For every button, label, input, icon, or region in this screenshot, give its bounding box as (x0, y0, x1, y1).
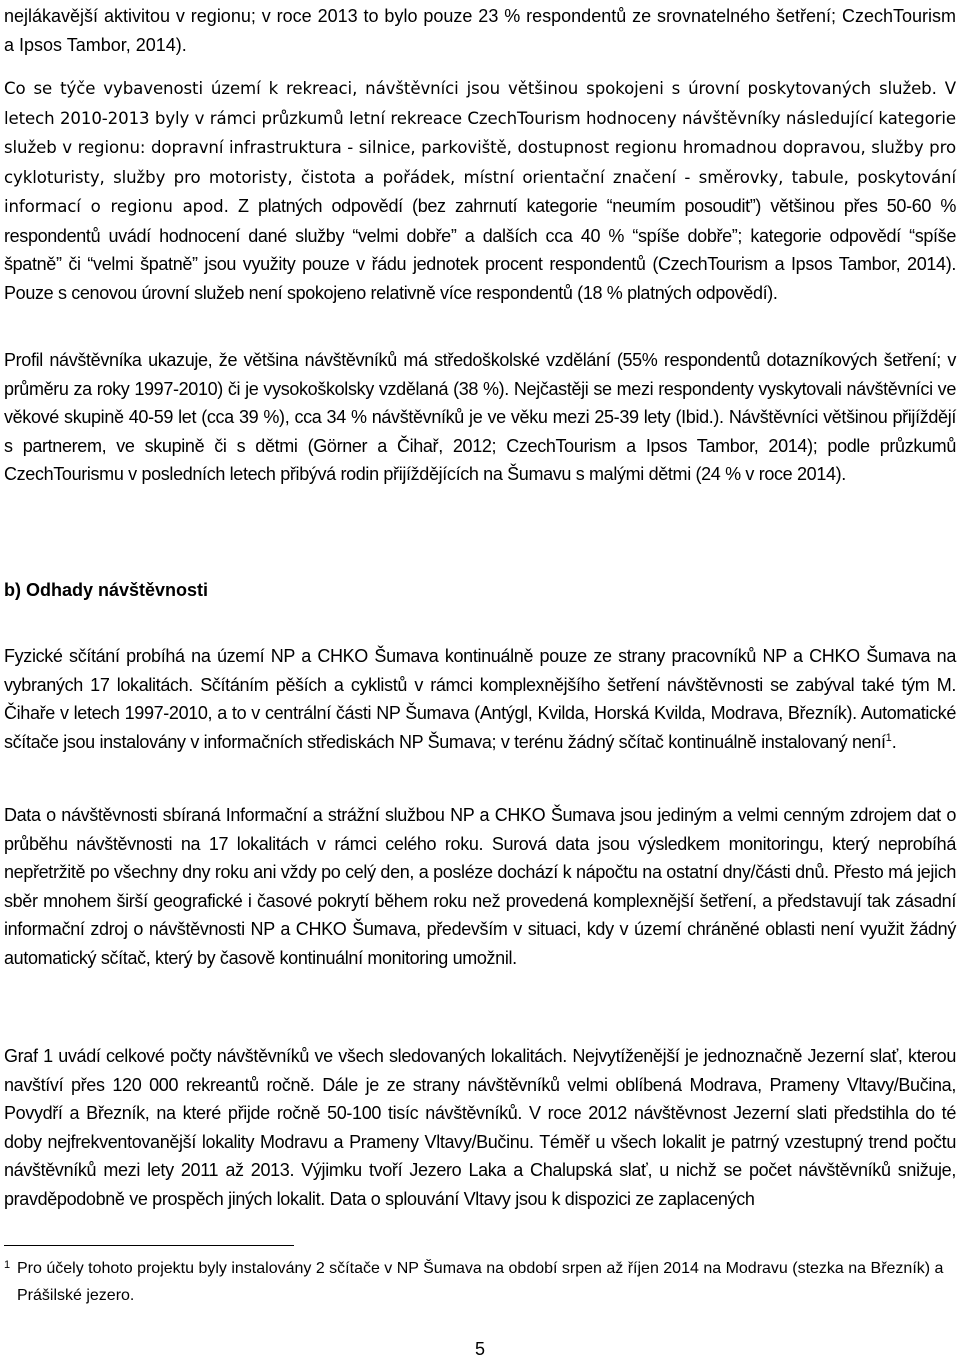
paragraph-text-part-c: Z platných odpovědí (bez zahrnutí kategorie “neumím posoudit”) většinou přes 50-60 % respondentů uvádí hodnocení dané služby “velmi dobře” a dalších cca 40 % “spíše dobře”; kategorie odpovědí “spíše špatně” či “velmi špatně” jsou využity pouze v řádu jednotek procent respondentů (CzechTourism a Ipsos Tambor, 2014). Pouze s cenovou úrovní služeb není spokojeno relativně více respondentů (18 % platných odpovědí). (4, 196, 956, 303)
footnote (4, 1255, 956, 1309)
section-heading: b) Odhady návštěvnosti (4, 580, 209, 600)
paragraph-text: Graf 1 uvádí celkové počty návštěvníků ve všech sledovaných lokalitách. Nejvytíženější je jednoznačně Jezerní slať, kterou navštíví přes 120 000 rekreantů ročně. Dále je ze strany návštěvníků velmi oblíbená Modrava, Prameny Vltavy/Bučina, Povydří a Březník, na které přijde ročně 50-100 tisíc návštěvníků. V roce 2012 návštěvnost Jezerní slati předstihla do té doby nejfrekventovanější lokality Modravu a Prameny Vltavy/Bučinu. Téměř u všech lokalit je patrný vzestupný trend počtu návštěvníků mezi lety 2011 až 2013. Výjimku tvoří Jezero Laka a Chalupská slať, u nichž se počet návštěvníků snižuje, pravděpodobně ve prospěch jiných lokalit. Data o splouvání Vltavy jsou k dispozici ze zaplacených (4, 1046, 956, 1209)
paragraph-graph-description (4, 1042, 956, 1213)
footnote-text: Pro účely tohoto projektu byly instalovány 2 sčítače v NP Šumava na období srpen až říjen 2014 na Modravu (stezka na Březník) a Prášilské jezero. (17, 1260, 944, 1304)
paragraph-physical-counting (4, 642, 956, 756)
paragraph-visitor-profile (4, 346, 956, 489)
paragraph-end: . (891, 731, 897, 752)
footnote-separator (4, 1245, 294, 1246)
paragraph-attendance-data (4, 801, 956, 972)
paragraph-text: Profil návštěvníka ukazuje, že většina návštěvníků má středoškolské vzdělání (55% respondentů dotazníkových šetření; v průměru za roky 1997-2010) či je vysokoškolsky vzdělaná (38 %). Nejčastěji se mezi respondenty vyskytovali návštěvníci ve věkové skupině 40-59 let (cca 39 %), cca 34 % návštěvníků je ve věku mezi 25-39 lety (Ibid.). Návštěvníci většinou přijíždějí s partnerem, ve skupině či s dětmi (Görner a Čihař, 2012; CzechTourism a Ipsos Tambor, 2014); podle průzkumů CzechTourismu v posledních letech přibývá rodin přijíždějících na Šumavu s malými dětmi (24 % v roce 2014). (4, 350, 956, 484)
footnote-mark: 1 (4, 1259, 11, 1271)
paragraph-text: nejlákavější aktivitou v regionu; v roce 2013 to bylo pouze 23 % respondentů ze srovnatelného šetření; CzechTourism a Ipsos Tambor, 2014). (4, 6, 956, 55)
paragraph-services-satisfaction (4, 74, 956, 307)
paragraph-continuation (4, 2, 956, 59)
page-number: 5 (474, 1339, 485, 1359)
paragraph-text: Data o návštěvnosti sbíraná Informační a strážní službou NP a CHKO Šumava jsou jediným a velmi cenným zdrojem dat o průběhu návštěvnosti na 17 lokalitách v rámci celého roku. Surová data jsou výsledkem monitoringu, který neprobíhá nepřetržitě po všechny dny roku ani vždy po celý den, a posléze dochází k nápočtu na ostatní dny/části dnů. Přesto má jejich sběr mnohem širší geografické i časové pokrytí během roku než provedená komplexnější šetření, a představují tak zásadní informační zdroj o návštěvnosti NP a CHKO Šumava, především v situaci, kdy v území chráněné oblasti není využit žádný automatický sčítač, který by časově kontinuální monitoring umožnil. (4, 805, 956, 968)
paragraph-text-part-a: Co se týče vybavenosti území k rekreaci, návštěvníci jsou většinou spokojeni s úrovní poskytovaných služeb. (4, 79, 937, 98)
paragraph-text-part-b: V letech 2010-2013 byly v rámci průzkumů letní rekreace CzechTourism hodnoceny návštěvníky následující kategorie služeb v regionu: dopravní infrastruktura - silnice, parkoviště, dostupnost regionu hromadnou dopravou, služby pro cykloturisty, služby pro motoristy, čistota a pořádek, místní orientační značení - směrovky, tabule, poskytování informací o regionu apod. (4, 79, 956, 216)
paragraph-text: Fyzické sčítání probíhá na území NP a CHKO Šumava kontinuálně pouze ze strany pracovníků NP a CHKO Šumava na vybraných 17 lokalitách. Sčítáním pěších a cyklistů v rámci komplexnějšího šetření návštěvnosti se zabýval také tým M. Čihaře v letech 1997-2010, a to v centrální části NP Šumava (Antýgl, Kvilda, Horská Kvilda, Modrava, Březník). Automatické sčítače jsou instalovány v informačních střediskách NP Šumava; v terénu žádný sčítač kontinuálně instalovaný není (4, 646, 956, 752)
footnote-reference: 1 (885, 731, 892, 744)
